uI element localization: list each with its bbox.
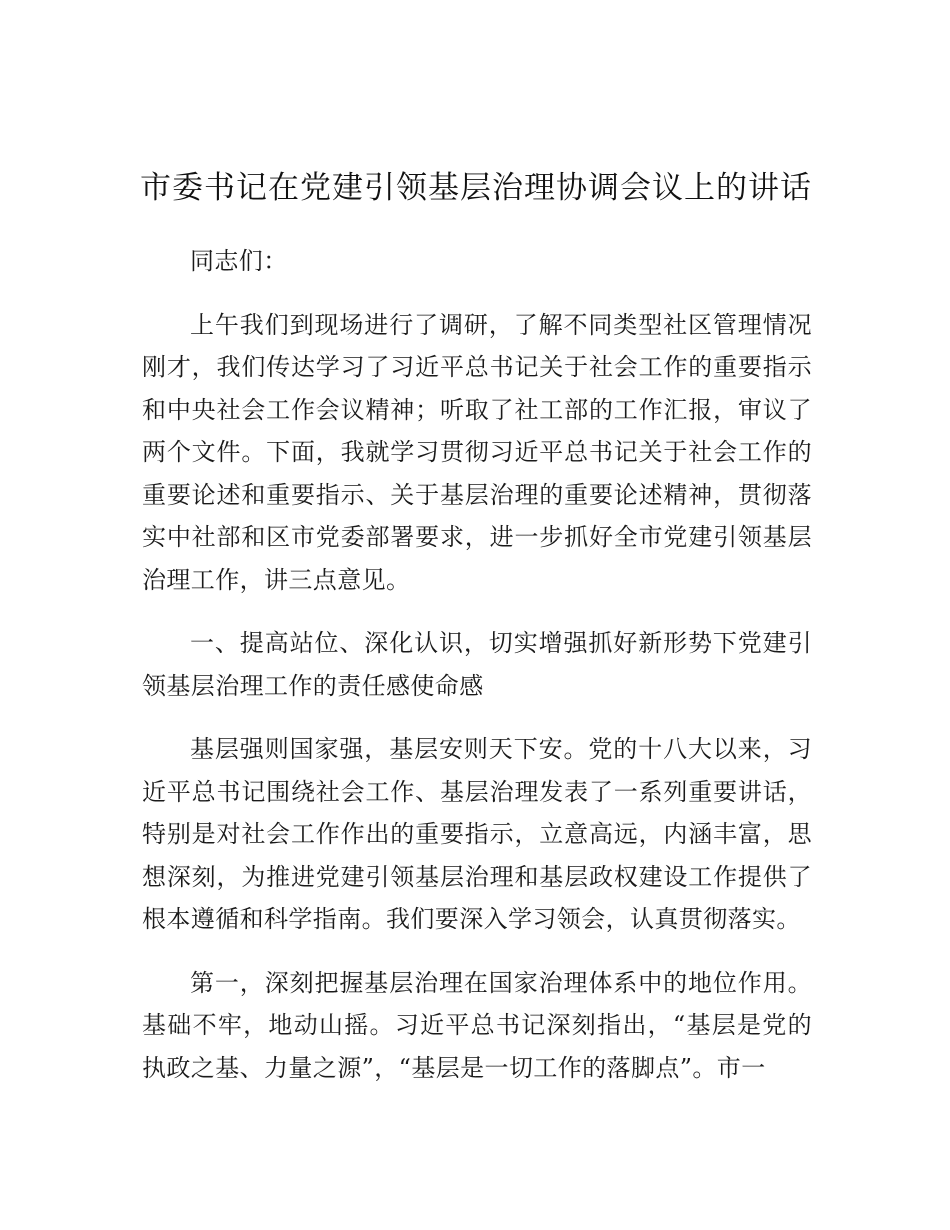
- paragraph: 上午我们到现场进行了调研，了解不同类型社区管理情况刚才，我们传达学习了习近平总书记关于社会工作的重要指示和中央社会工作会议精神；听取了社工部的工作汇报，审议了两个文件。下面，我就学习贯彻习近平总书记关于社会工作的重要论述和重要指示、关于基层治理的重要论述精神，贯彻落实中社部和区市党委部署要求，进一步抓好全市党建引领基层治理工作，讲三点意见。: [142, 310, 812, 594]
- section-heading: 一、提高站位、深化认识，切实增强抓好新形势下党建引领基层治理工作的责任感使命感: [142, 629, 812, 700]
- document-title: 市委书记在党建引领基层治理协调会议上的讲话: [140, 170, 812, 206]
- paragraph: 第一，深刻把握基层治理在国家治理体系中的地位作用。基础不牢，地动山摇。习近平总书记深刻指出，“基层是党的执政之基、力量之源”，“基层是一切工作的落脚点”。市一: [142, 968, 812, 1082]
- salutation: 同志们：: [190, 247, 288, 275]
- document-body: [142, 240, 812, 1110]
- paragraph: 基层强则国家强，基层安则天下安。党的十八大以来，习近平总书记围绕社会工作、基层治理发表了一系列重要讲话，特别是对社会工作作出的重要指示，立意高远，内涵丰富，思想深刻，为推进党建引领基层治理和基层政权建设工作提供了根本遵循和科学指南。我们要深入学习领会，认真贯彻落实。: [142, 735, 812, 933]
